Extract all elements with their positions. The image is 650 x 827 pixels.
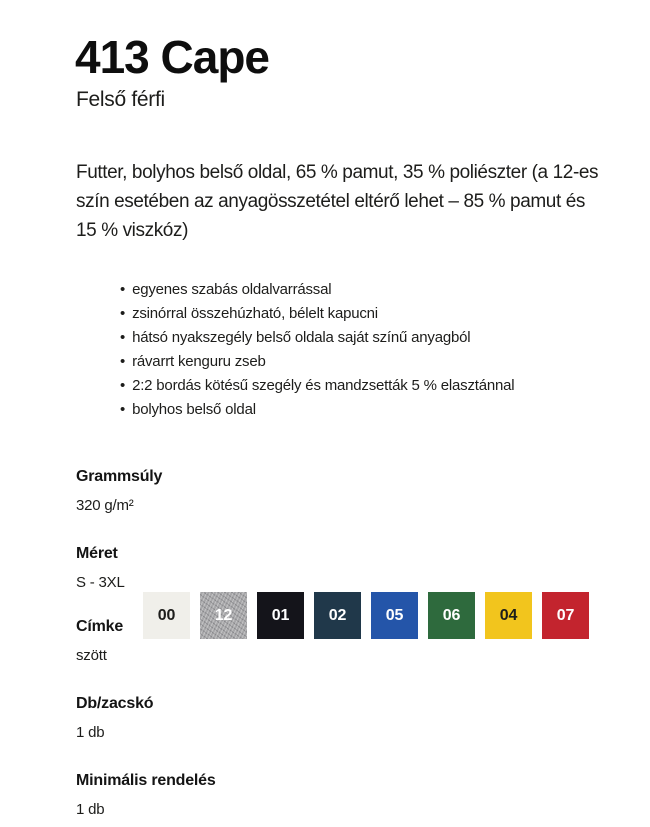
product-title: 413 Cape [75,31,270,83]
color-swatch-00 [143,592,190,639]
feature-item: • zsinórral összehúzható, bélelt kapucni [120,302,514,326]
product-subtitle: Felső férfi [76,88,165,111]
spec-pcs-per-bag-label: Db/zacskó [76,695,154,712]
feature-item: • 2:2 bordás kötésű szegély és mandzsetták 5 % elasztánnal [120,374,514,398]
color-code-01: 01 [271,606,290,624]
color-swatch-12 [200,592,247,639]
color-code-04: 04 [499,606,518,624]
spec-size [76,545,125,591]
spec-min-order-label: Minimális rendelés [76,772,216,789]
feature-item: • rávarrt kenguru zseb [120,350,514,374]
color-swatch-05 [371,592,418,639]
spec-weight [76,468,162,514]
feature-list [120,278,514,422]
color-code-05: 05 [385,606,404,624]
spec-min-order-value: 1 db [76,801,105,818]
color-swatch-06 [428,592,475,639]
spec-weight-value: 320 g/m² [76,497,134,514]
spec-size-label: Méret [76,545,118,562]
feature-item: • bolyhos belső oldal [120,398,514,422]
color-swatch-04 [485,592,532,639]
spec-size-value: S - 3XL [76,574,125,591]
color-swatch-01 [257,592,304,639]
spec-pcs-per-bag-value: 1 db [76,724,105,741]
spec-weight-label: Grammsúly [76,468,163,485]
color-code-06: 06 [442,606,461,624]
product-description: Futter, bolyhos belső oldal, 65 % pamut, 35 % poliészter (a 12-es szín esetében az anyagösszetétel eltérő lehet – 85 % pamut és 15 % viszkóz) [76,162,599,241]
spec-min-order [76,772,216,818]
color-swatch-row [143,592,589,639]
color-code-02: 02 [328,606,347,624]
color-swatch-07 [542,592,589,639]
spec-label-type [76,618,123,664]
feature-item: • hátsó nyakszegély belső oldala saját színű anyagból [120,326,514,350]
color-code-00: 00 [157,606,176,624]
color-swatch-02 [314,592,361,639]
feature-item: • egyenes szabás oldalvarrással [120,278,514,302]
spec-label-type-value: szött [76,647,107,664]
spec-pcs-per-bag [76,695,153,741]
spec-label-type-label: Címke [76,618,124,635]
color-code-07: 07 [556,606,575,624]
color-code-12: 12 [214,606,233,624]
